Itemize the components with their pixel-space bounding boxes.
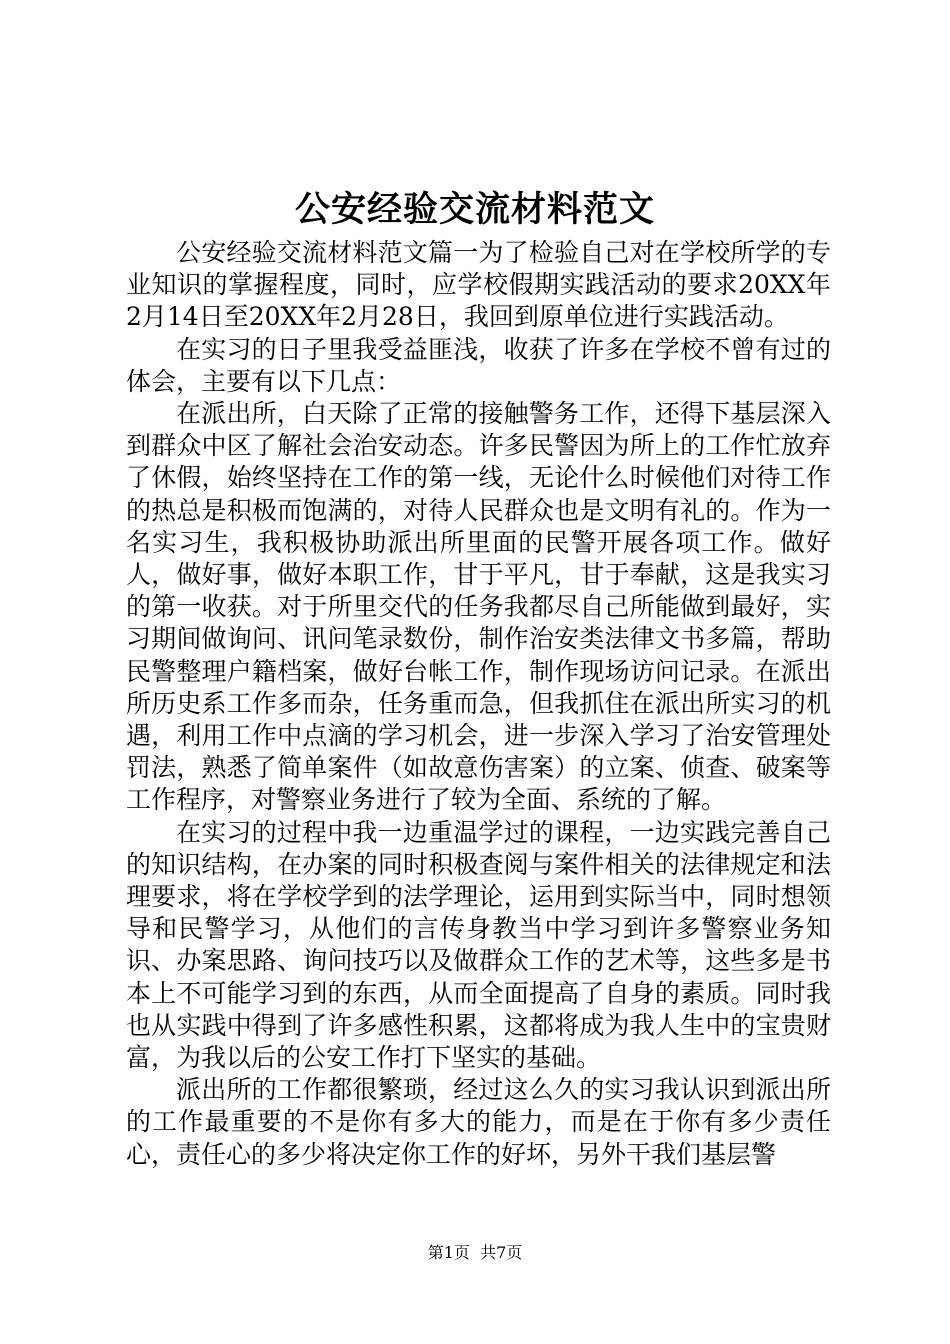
paragraph-2: 在实习的日子里我受益匪浅，收获了许多在学校不曾有过的体会，主要有以下几点： xyxy=(126,334,831,396)
paragraph-1: 公安经验交流材料范文篇一为了检验自己对在学校所学的专业知识的掌握程度，同时，应学校假期实践活动的要求20XX年2月14日至20XX年2月28日，我回到原单位进行实践活动。 xyxy=(126,238,831,332)
footer-spacer xyxy=(470,1243,480,1262)
page-footer xyxy=(0,1242,950,1264)
document-title: 公安经验交流材料范文 xyxy=(294,189,655,230)
paragraph-3: 在派出所，白天除了正常的接触警务工作，还得下基层深入到群众中区了解社会治安动态。许多民警因为所上的工作忙放弃了休假，始终坚持在工作的第一线，无论什么时候他们对待工作的热总是积极而饱满的，对待人民群众也是文明有礼的。作为一名实习生，我积极协助派出所里面的民警开展各项工作。做好人，做好事，做好本职工作，甘于平凡，甘于奉献，这是我实习的第一收获。对于所里交代的任务我都尽自己所能做到最好，实习期间做询问、讯问笔录数份，制作治安类法律文书多篇，帮助民警整理户籍档案，做好台帐工作，制作现场访问记录。在派出所历史系工作多而杂，任务重而急，但我抓住在派出所实习的机遇，利用工作中点滴的学习机会，进一步深入学习了治安管理处罚法，熟悉了简单案件（如故意伤害案）的立案、侦查、破案等工作程序，对警察业务进行了较为全面、系统的了解。 xyxy=(126,399,831,815)
paragraph-5: 派出所的工作都很繁琐，经过这么久的实习我认识到派出所的工作最重要的不是你有多大的能力，而是在于你有多少责任心，责任心的多少将决定你工作的好坏，另外干我们基层警 xyxy=(126,1075,831,1169)
paragraph-4: 在实习的过程中我一边重温学过的课程，一边实践完善自己的知识结构，在办案的同时积极查阅与案件相关的法律规定和法理要求，将在学校学到的法学理论，运用到实际当中，同时想领导和民警学习，从他们的言传身教当中学习到许多警察业务知识、办案思路、询问技巧以及做群众工作的艺术等，这些多是书本上不可能学习到的东西，从而全面提高了自身的素质。同时我也从实践中得到了许多感性积累，这都将成为我人生中的宝贵财富，为我以后的公安工作打下坚实的基础。 xyxy=(126,817,831,1073)
page-number-total: 共7页 xyxy=(480,1243,523,1262)
document-body xyxy=(126,237,831,1171)
page-number-current: 第1页 xyxy=(427,1243,470,1262)
